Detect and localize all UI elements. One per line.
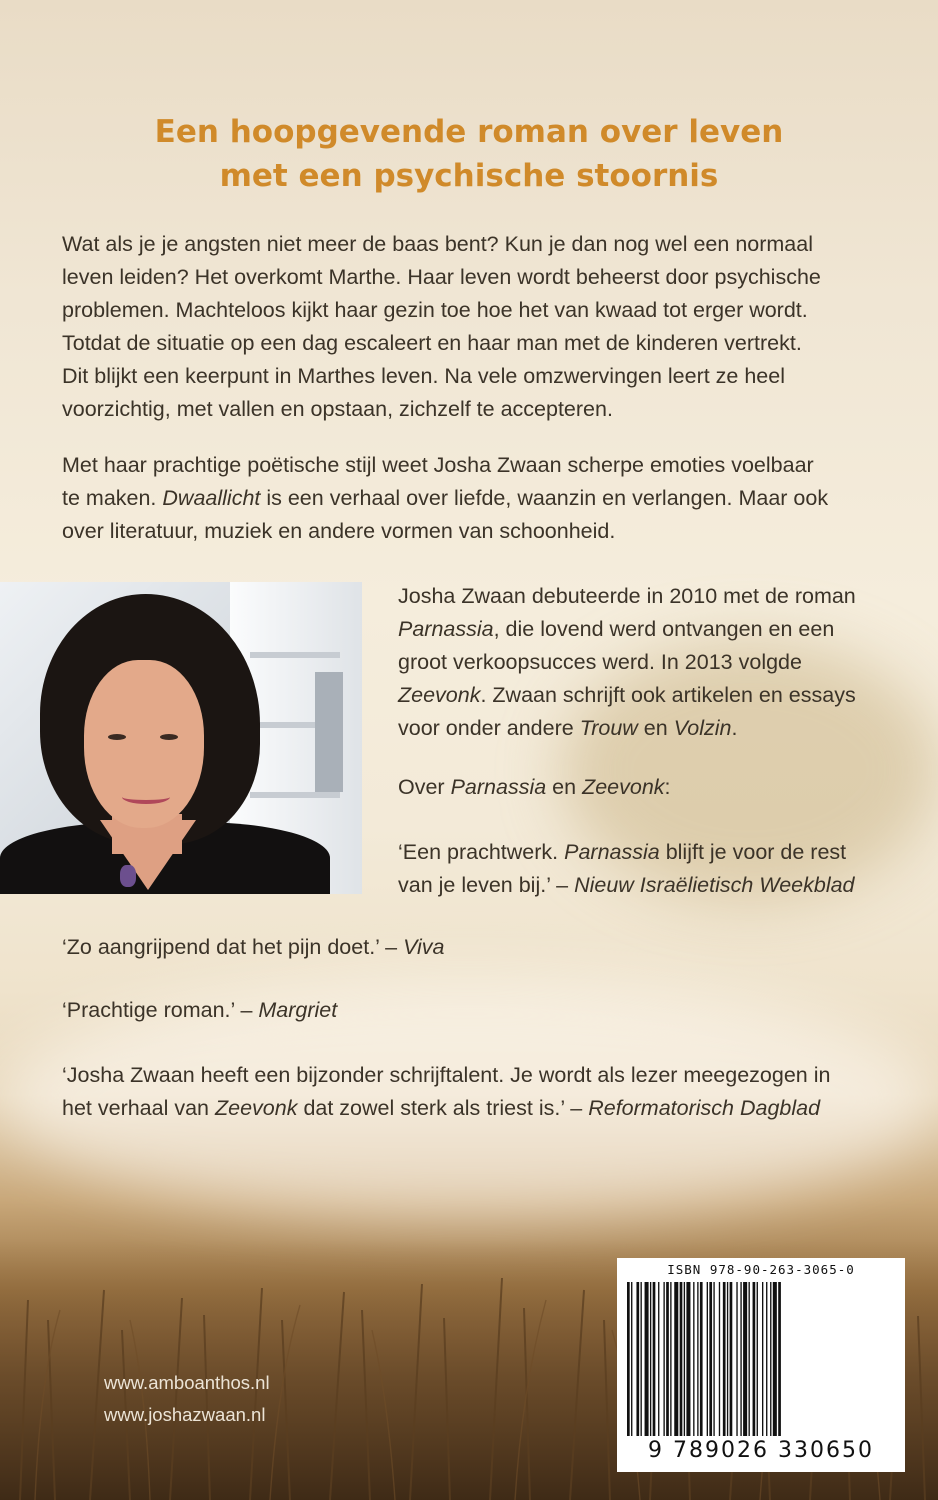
quote-source: Viva: [403, 935, 445, 959]
blurb-line: Wat als je je angsten niet meer de baas bent? Kun je dan nog wel een normaal: [62, 232, 813, 256]
quote-source: Nieuw Israëlietisch Weekblad: [574, 873, 855, 897]
blurb-line: Totdat de situatie op een dag escaleert en haar man met de kinderen vertrekt.: [62, 331, 802, 355]
quote-source: Reformatorisch Dagblad: [588, 1096, 821, 1120]
quote-source: Margriet: [258, 998, 338, 1022]
blurb-line: voorzichtig, met vallen en opstaan, zichzelf te accepteren.: [62, 397, 613, 421]
isbn-barcode: [617, 1258, 905, 1472]
review-quote-3: ‘Prachtige roman.’ – Margriet: [62, 998, 338, 1022]
publisher-url[interactable]: www.amboanthos.nl: [104, 1372, 270, 1393]
blurb-line: Dit blijkt een keerpunt in Marthes leven. Na vele omzwervingen leert ze heel: [62, 364, 786, 388]
author-url[interactable]: www.joshazwaan.nl: [104, 1404, 266, 1425]
author-photo: [0, 582, 362, 894]
blurb-line: problemen. Machteloos kijkt haar gezin toe hoe het van kwaad tot erger wordt.: [62, 298, 808, 322]
barcode-bars: [627, 1282, 895, 1436]
book-title: Dwaallicht: [162, 486, 261, 510]
barcode-digits: 9 789026 330650: [648, 1438, 874, 1463]
blurb-line: over literatuur, muziek en andere vormen van schoonheid.: [62, 519, 616, 543]
blurb-paragraph-1: [62, 228, 821, 426]
isbn-label: ISBN 978-90-263-3065-0: [667, 1262, 855, 1277]
headline-line-1: Een hoopgevende roman over leven: [154, 114, 784, 150]
blurb-line: leven leiden? Het overkomt Marthe. Haar leven wordt beheerst door psychische: [62, 265, 821, 289]
over-heading: Over Parnassia en Zeevonk:: [398, 775, 671, 799]
book-title: Zeevonk: [398, 683, 481, 707]
blurb-line: te maken. Dwaallicht is een verhaal over liefde, waanzin en verlangen. Maar ook: [62, 486, 829, 510]
blurb-line: Met haar prachtige poëtische stijl weet Josha Zwaan scherpe emoties voelbaar: [62, 453, 814, 477]
review-quote-1: ‘Een prachtwerk. Parnassia blijft je voor de rest van je leven bij.’ – Nieuw Israëlietisch Weekblad: [398, 840, 855, 897]
headline-line-2: met een psychische stoornis: [219, 158, 719, 194]
review-quote-2: ‘Zo aangrijpend dat het pijn doet.’ – Viva: [62, 935, 445, 959]
book-title: Parnassia: [398, 617, 494, 641]
review-quote-4: ‘Josha Zwaan heeft een bijzonder schrijftalent. Je wordt als lezer meegezogen in het verhaal van Zeevonk dat zowel sterk als triest is.’ – Reformatorisch Dagblad: [62, 1063, 831, 1120]
author-bio: Josha Zwaan debuteerde in 2010 met de roman Parnassia, die lovend werd ontvangen en een groot verkoopsucces werd. In 2013 volgde Zeevonk. Zwaan schrijft ook artikelen en essays voor onder andere Trouw en Volzin.: [398, 584, 856, 740]
blurb-paragraph-2: [62, 449, 828, 548]
